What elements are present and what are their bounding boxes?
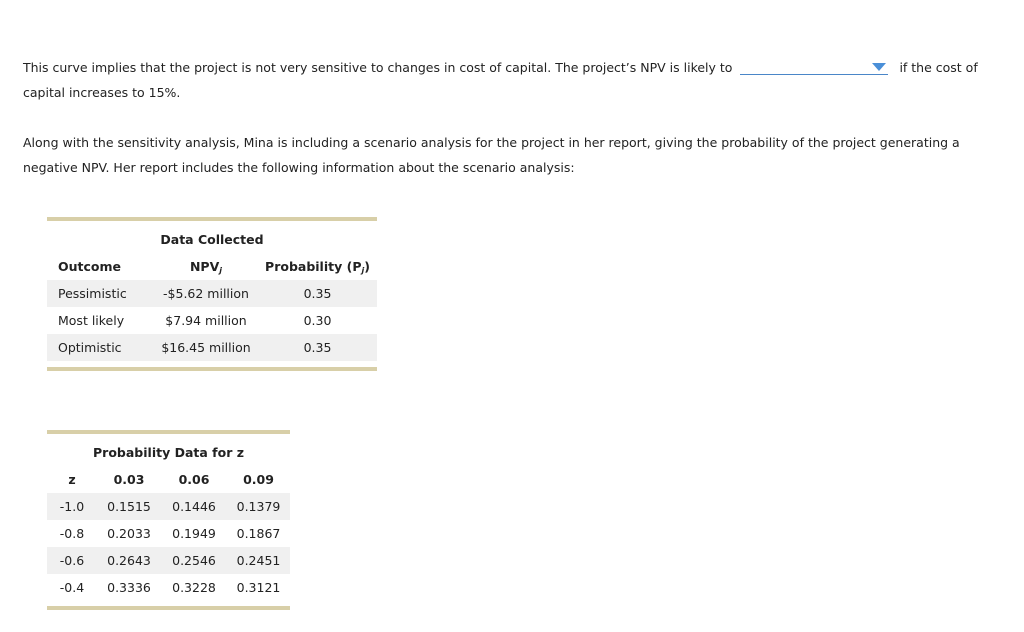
question-text-before: This curve implies that the project is not very sensitive to changes in cost of capital. The project’s NPV is likely to [23, 60, 733, 75]
value-cell: 0.1379 [227, 493, 290, 520]
probability-cell: 0.35 [258, 334, 377, 361]
table-row [47, 307, 377, 334]
table-row [47, 493, 290, 520]
value-cell: 0.2033 [107, 526, 151, 541]
probability-cell: 0.35 [258, 280, 377, 307]
value-cell: 0.1867 [236, 526, 281, 541]
table-top-rule [47, 217, 377, 221]
npv-change-dropdown[interactable] [740, 59, 888, 75]
table-title: Data Collected [160, 232, 264, 247]
outcome-cell: Most likely [58, 313, 125, 328]
value-cell: 0.2451 [227, 547, 290, 574]
scenario-intro-paragraph: Along with the sensitivity analysis, Mina is including a scenario analysis for the project in her report, giving the probability of the project generating a negative NPV. Her report includes the following information about the scenario analysis: [23, 135, 960, 175]
npv-cell: $7.94 million [165, 313, 247, 328]
value-cell: 0.1949 [172, 526, 216, 541]
value-cell: 0.2643 [97, 547, 161, 574]
column-header-009: 0.09 [243, 472, 274, 487]
npv-cell: $16.45 million [154, 334, 258, 361]
table-row [47, 334, 377, 361]
value-cell: 0.1515 [97, 493, 161, 520]
table-bottom-rule [47, 606, 290, 610]
question-text-after: if the cost of capital increases to 15%. [23, 60, 978, 100]
value-cell: 0.3121 [236, 580, 281, 595]
z-cell: -0.8 [59, 526, 85, 541]
npv-cell: -$5.62 million [154, 280, 258, 307]
column-header-z: z [68, 472, 76, 487]
z-cell: -1.0 [47, 493, 97, 520]
value-cell: 0.1446 [161, 493, 227, 520]
table-title: Probability Data for z [93, 445, 244, 460]
table-row [47, 280, 377, 307]
z-cell: -0.6 [47, 547, 97, 574]
value-cell: 0.2546 [161, 547, 227, 574]
table-row [47, 520, 290, 547]
z-cell: -0.4 [59, 580, 85, 595]
table-bottom-rule [47, 367, 377, 371]
column-header-006: 0.06 [178, 472, 210, 487]
table-top-rule [47, 430, 290, 434]
chevron-down-icon[interactable] [872, 63, 886, 71]
column-header-npv: NPVj [189, 259, 223, 275]
outcome-cell: Pessimistic [47, 280, 154, 307]
data-collected-table [47, 226, 377, 361]
probability-cell: 0.30 [303, 313, 332, 328]
value-cell: 0.3228 [172, 580, 216, 595]
table-row [47, 547, 290, 574]
table-row [47, 574, 290, 601]
column-header-probability: Probability (Pj) [265, 259, 370, 275]
value-cell: 0.3336 [107, 580, 151, 595]
column-header-003: 0.03 [113, 472, 145, 487]
column-header-outcome: Outcome [58, 259, 122, 274]
sensitivity-question-paragraph [23, 55, 983, 105]
outcome-cell: Optimistic [47, 334, 154, 361]
z-probability-table [47, 439, 290, 601]
